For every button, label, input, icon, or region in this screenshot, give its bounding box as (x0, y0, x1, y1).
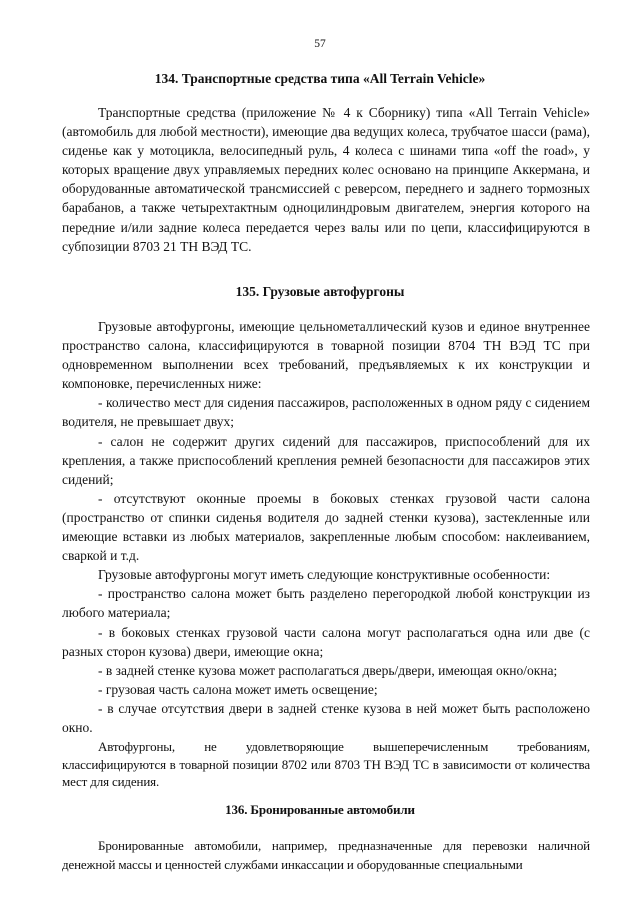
section-136-body (62, 836, 590, 874)
section-135-intro: Грузовые автофургоны, имеющие цельнометаллический кузов и единое внутреннее пространство салона, классифицируются в товарной позиции 8704 ТН ВЭД ТС при одновременном выполнении всех требований, предъявляемых к их конструкции и компоновке, перечисленных ниже: (62, 319, 590, 392)
page-number: 57 (314, 38, 326, 50)
section-135-heading: 135. Грузовые автофургоны (235, 284, 405, 299)
section-136-heading: 136. Бронированные автомобили (225, 802, 415, 817)
section-135-closing-block (62, 738, 590, 791)
section-134-body (62, 103, 590, 256)
section-135-closing: Автофургоны, не удовлетворяющие вышеперечисленным требованиям, классифицируются в товарной позиции 8702 или 8703 ТН ВЭД ТС в зависимости от количества мест для сидения. (62, 739, 590, 789)
feature-item: - пространство салона может быть разделено перегородкой любой конструкции из любого материала; (62, 586, 590, 621)
requirement-item: - салон не содержит других сидений для пассажиров, приспособлений для их крепления, а также приспособлений крепления ремней безопасности для пассажиров этих сидений; (62, 433, 590, 487)
section-136-paragraph: Бронированные автомобили, например, предназначенные для перевозки наличной денежной массы и ценностей службами инкассации и оборудованные специальными (62, 838, 590, 872)
section-134-heading: 134. Транспортные средства типа «All Terrain Vehicle» (154, 71, 486, 86)
requirement-item: - количество мест для сидения пассажиров, расположенных в одном ряду с сидением водителя, не превышает двух; (62, 395, 590, 430)
requirement-item: - отсутствуют оконные проемы в боковых стенках грузовой части салона (пространство от спинки сиденья водителя до задней стенки кузова), застекленные или имеющие вставки из любых материалов, закрепленные любым способом: наклеиванием, сваркой и т.д. (62, 490, 590, 564)
feature-item: - грузовая часть салона может иметь освещение; (98, 681, 378, 697)
feature-item: - в случае отсутствия двери в задней стенке кузова в ней может быть расположено окно. (62, 700, 590, 735)
section-135-body (62, 317, 590, 737)
features-intro: Грузовые автофургоны могут иметь следующие конструктивные особенности: (98, 567, 551, 583)
feature-item: - в боковых стенках грузовой части салона могут располагаться одна или две (с разных сторон кузова) двери, имеющие окна; (62, 624, 590, 659)
feature-item: - в задней стенке кузова может располагаться дверь/двери, имеющая окно/окна; (98, 662, 558, 678)
section-134-paragraph: Транспортные средства (приложение № 4 к Сборнику) типа «All Terrain Vehicle» (автомобиль для любой местности), имеющие два ведущих колеса, трубчатое шасси (рама), сиденье как у мотоцикла, велосипедный руль, 4 колеса с шинами типа «off the road», у которых вращение двух управляемых передних колес основано на принципе Аккермана, и оборудованные автоматической трансмиссией с реверсом, переднего и заднего тормозных барабанов, а также четырехтактным одноцилиндровым двигателем, энергия которого на передние и/или задние колеса передается через валы или по цепи, классифицируются в субпозиции 8703 21 ТН ВЭД ТС. (62, 105, 590, 254)
